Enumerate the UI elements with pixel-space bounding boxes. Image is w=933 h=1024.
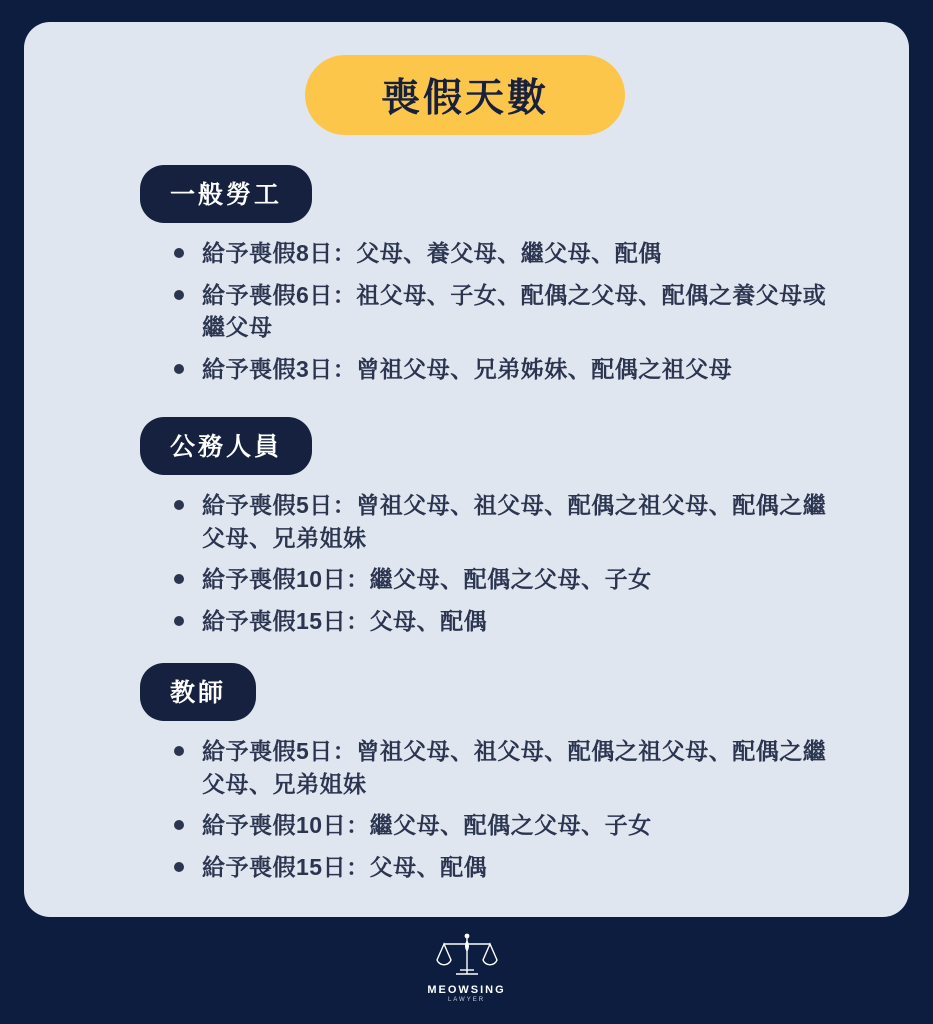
list-item-text: 給予喪假5日：曾祖父母、祖父母、配偶之祖父母、配偶之繼父母、兄弟姐妹 [202,492,827,551]
footer-branding [0,930,933,1003]
list-item [172,563,842,596]
section-tag [140,663,256,721]
section-tag-label: 公務人員 [170,433,283,461]
bullet-icon [174,364,184,374]
section-item-list [0,735,933,884]
list-item [172,489,842,554]
list-item-text: 給予喪假15日：父母、配偶 [202,607,488,634]
list-item-text: 給予喪假15日：父母、配偶 [202,853,488,880]
bullet-icon [174,862,184,872]
section-teacher [0,663,933,893]
section-civil-servant [0,417,933,647]
scales-of-justice-icon [436,930,498,982]
list-item [172,735,842,800]
list-item [172,279,842,344]
list-item [172,809,842,842]
bullet-icon [174,290,184,300]
section-item-list [0,489,933,638]
bullet-icon [174,500,184,510]
section-tag [140,417,312,475]
list-item [172,605,842,638]
bullet-icon [174,574,184,584]
list-item-text: 給予喪假8日：父母、養父母、繼父母、配偶 [202,240,662,266]
list-item [172,353,842,386]
list-item-text: 給予喪假5日：曾祖父母、祖父母、配偶之祖父母、配偶之繼父母、兄弟姐妹 [202,738,827,797]
section-tag-label: 教師 [170,679,227,707]
list-item-text: 給予喪假10日：繼父母、配偶之父母、子女 [202,812,652,839]
list-item-text: 給予喪假10日：繼父母、配偶之父母、子女 [202,566,652,593]
page-title: 喪假天數 [380,77,549,120]
section-tag [140,165,312,223]
list-item [172,851,842,884]
section-tag-label: 一般勞工 [170,181,283,209]
brand-subtitle: LAWYER [447,997,486,1003]
list-item [172,237,842,270]
bullet-icon [174,746,184,756]
section-item-list [0,237,933,386]
poster-title-pill [305,55,625,135]
bullet-icon [174,248,184,258]
brand-name: MEOWSING [427,984,506,996]
bullet-icon [174,820,184,830]
bullet-icon [174,616,184,626]
list-item-text: 給予喪假3日：曾祖父母、兄弟姊妹、配偶之祖父母 [202,355,733,382]
section-general-worker [0,165,933,395]
list-item-text: 給予喪假6日：祖父母、子女、配偶之父母、配偶之養父母或繼父母 [202,281,827,341]
